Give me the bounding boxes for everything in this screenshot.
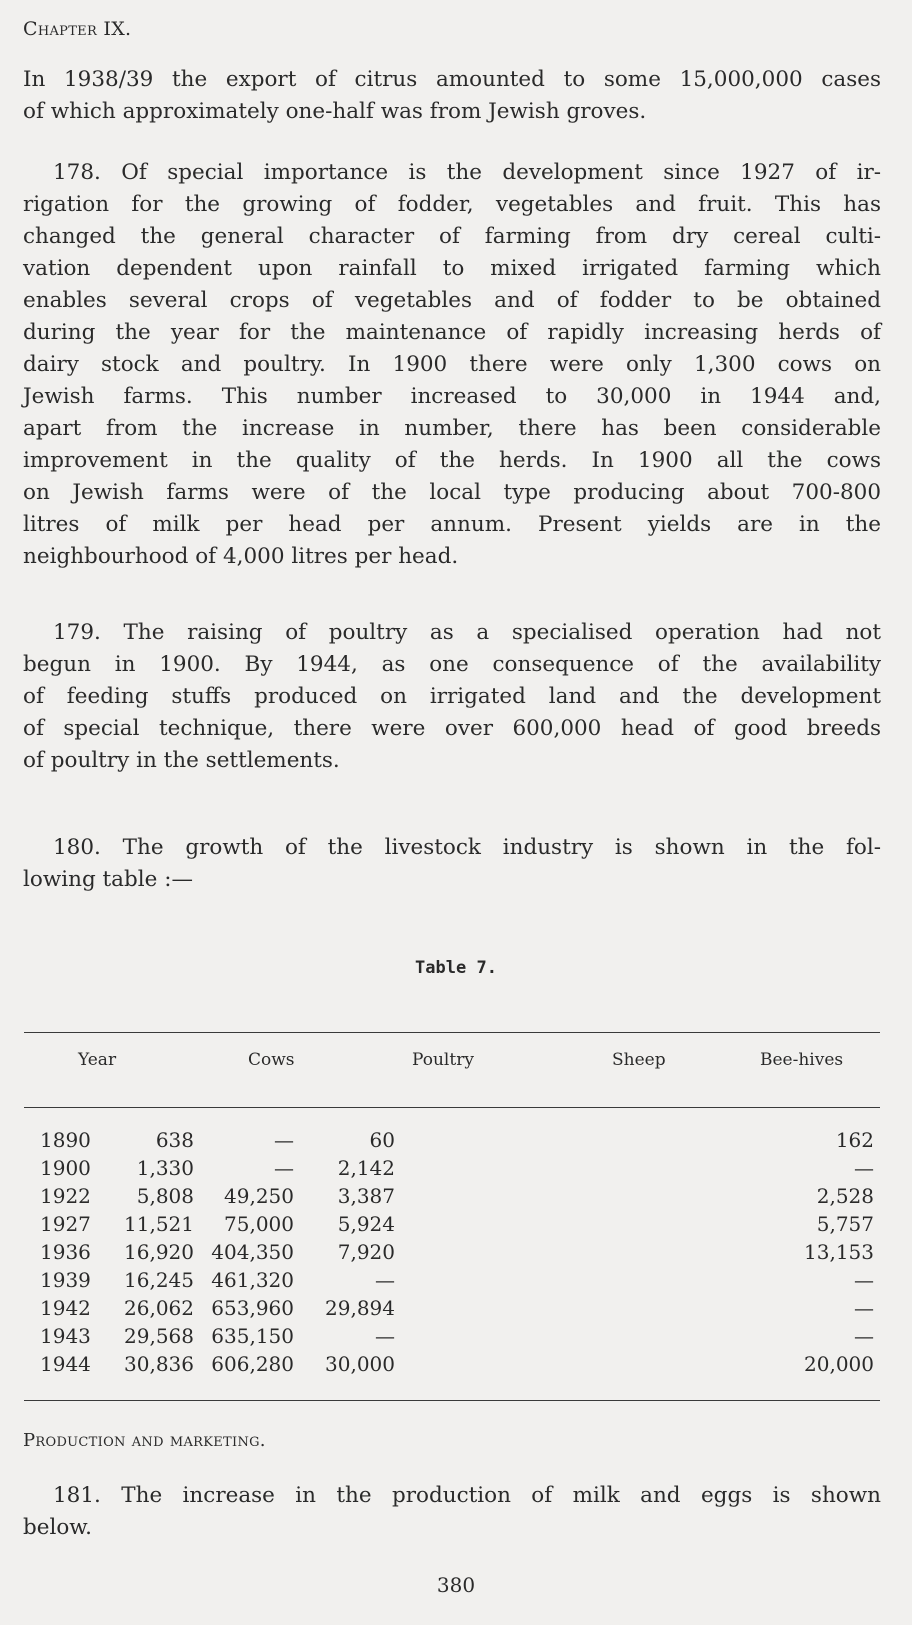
cell-year: 1943 [40, 1324, 91, 1348]
header-beehives: Bee-hives [760, 1050, 844, 1070]
section-heading: Production and marketing. [23, 1430, 266, 1451]
cell-year: 1890 [40, 1128, 91, 1152]
table-row [0, 1268, 912, 1296]
cell-sheep: 30,000 [325, 1352, 395, 1376]
cell-sheep: 7,920 [337, 1240, 395, 1264]
text-line: rigation for the growing of fodder, vegetables and fruit. This has [23, 192, 881, 217]
cell-year: 1944 [40, 1352, 91, 1376]
chapter-heading: Chapter IX. [23, 18, 132, 40]
paragraph-intro [23, 64, 881, 128]
cell-year: 1936 [40, 1240, 91, 1264]
cell-sheep: 60 [369, 1128, 395, 1152]
table-title: Table 7. [415, 958, 497, 978]
cell-cows: 638 [155, 1128, 194, 1152]
cell-cows: 30,836 [124, 1352, 194, 1376]
text-line: vation dependent upon rainfall to mixed irrigated farming which [23, 256, 881, 281]
cell-year: 1927 [40, 1212, 91, 1236]
cell-year: 1922 [40, 1184, 91, 1208]
text-line: of feeding stuffs produced on irrigated land and the development [23, 684, 881, 709]
text-line: improvement in the quality of the herds. In 1900 all the cows [23, 448, 881, 473]
table-row [0, 1156, 912, 1184]
table-top-rule [24, 1032, 880, 1033]
text-line: begun in 1900. By 1944, as one consequence of the availability [23, 652, 881, 677]
cell-poultry: — [274, 1128, 294, 1152]
cell-sheep: 3,387 [337, 1184, 395, 1208]
text-line: of poultry in the settlements. [23, 748, 340, 773]
cell-year: 1939 [40, 1268, 91, 1292]
text-line: dairy stock and poultry. In 1900 there were only 1,300 cows on [23, 352, 881, 377]
text-line: In 1938/39 the export of citrus amounted to some 15,000,000 cases [23, 67, 881, 92]
cell-poultry: 461,320 [211, 1268, 294, 1292]
paragraph-181 [23, 1480, 881, 1544]
text-line: enables several crops of vegetables and of fodder to be obtained [23, 288, 881, 313]
cell-poultry: 75,000 [224, 1212, 294, 1236]
paragraph-178 [23, 157, 881, 573]
text-line: lowing table :— [23, 867, 193, 892]
cell-poultry: — [274, 1156, 294, 1180]
cell-beehives: 162 [835, 1128, 874, 1152]
text-line: of which approximately one-half was from Jewish groves. [23, 99, 647, 124]
header-poultry: Poultry [412, 1050, 474, 1070]
text-line: apart from the increase in number, there has been considerable [23, 416, 881, 441]
cell-beehives: 13,153 [804, 1240, 874, 1264]
cell-poultry: 49,250 [224, 1184, 294, 1208]
text-line: 178. Of special importance is the development since 1927 of ir- [53, 160, 881, 185]
cell-year: 1942 [40, 1296, 91, 1320]
table-header-rule [24, 1107, 880, 1108]
text-line: Jewish farms. This number increased to 30,000 in 1944 and, [23, 384, 881, 409]
cell-beehives: — [854, 1296, 874, 1320]
header-cows: Cows [248, 1050, 295, 1070]
text-line: 180. The growth of the livestock industry is shown in the fol- [53, 835, 881, 860]
text-line: 179. The raising of poultry as a specialised operation had not [53, 620, 881, 645]
cell-cows: 5,808 [136, 1184, 194, 1208]
cell-beehives: — [854, 1156, 874, 1180]
cell-beehives: 20,000 [804, 1352, 874, 1376]
text-line: during the year for the maintenance of rapidly increasing herds of [23, 320, 881, 345]
cell-sheep: 2,142 [337, 1156, 395, 1180]
cell-sheep: 5,924 [337, 1212, 395, 1236]
cell-sheep: 29,894 [325, 1296, 395, 1320]
table-row [0, 1324, 912, 1352]
cell-cows: 16,920 [124, 1240, 194, 1264]
text-line: litres of milk per head per annum. Present yields are in the [23, 512, 881, 537]
text-line: of special technique, there were over 600,000 head of good breeds [23, 716, 881, 741]
cell-cows: 26,062 [124, 1296, 194, 1320]
cell-cows: 11,521 [124, 1212, 194, 1236]
cell-sheep: — [375, 1268, 395, 1292]
text-line: on Jewish farms were of the local type producing about 700-800 [23, 480, 881, 505]
cell-year: 1900 [40, 1156, 91, 1180]
text-line: below. [23, 1515, 92, 1540]
table-row [0, 1240, 912, 1268]
table-bottom-rule [24, 1400, 880, 1401]
cell-beehives: — [854, 1268, 874, 1292]
table-row [0, 1212, 912, 1240]
header-sheep: Sheep [612, 1050, 666, 1070]
cell-cows: 29,568 [124, 1324, 194, 1348]
cell-beehives: 5,757 [816, 1212, 874, 1236]
table-row [0, 1296, 912, 1324]
table-row [0, 1184, 912, 1212]
cell-beehives: 2,528 [816, 1184, 874, 1208]
text-line: neighbourhood of 4,000 litres per head. [23, 544, 459, 569]
cell-poultry: 635,150 [211, 1324, 294, 1348]
cell-cows: 1,330 [136, 1156, 194, 1180]
paragraph-180 [23, 832, 881, 896]
cell-poultry: 653,960 [211, 1296, 294, 1320]
text-line: 181. The increase in the production of milk and eggs is shown [53, 1483, 881, 1508]
cell-cows: 16,245 [124, 1268, 194, 1292]
cell-poultry: 404,350 [211, 1240, 294, 1264]
table-row [0, 1352, 912, 1380]
cell-poultry: 606,280 [211, 1352, 294, 1376]
page-number: 380 [436, 1573, 476, 1597]
header-year: Year [78, 1050, 117, 1070]
text-line: changed the general character of farming from dry cereal culti- [23, 224, 881, 249]
paragraph-179 [23, 617, 881, 777]
cell-sheep: — [375, 1324, 395, 1348]
cell-beehives: — [854, 1324, 874, 1348]
table-row [0, 1128, 912, 1156]
